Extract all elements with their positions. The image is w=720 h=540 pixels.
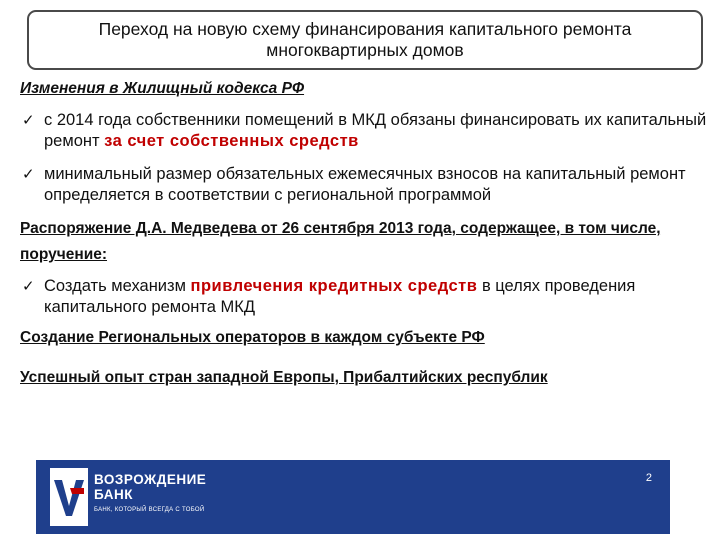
checkmark-icon: ✓: [22, 278, 35, 295]
brand-tagline: БАНК, КОТОРЫЙ ВСЕГДА С ТОБОЙ: [94, 507, 205, 513]
bullet-highlight: привлечения кредитных средств: [190, 277, 478, 295]
section-heading-housing-code: Изменения в Жилищный кодекса РФ: [20, 80, 305, 97]
brand-name-line-1: ВОЗРОЖДЕНИЕ: [94, 472, 207, 487]
slide-title-line-1: Переход на новую схему финансирования капитального ремонта: [98, 19, 632, 39]
bullet-text: Создать механизм: [44, 277, 191, 295]
footer-bank-banner: [36, 460, 670, 534]
bullet-credit-mechanism: [20, 276, 710, 318]
bullet-text: с 2014 года собственники помещений в МКД обязаны финансировать их капитальный ремонт: [44, 111, 707, 150]
section-heading-regional-operators: Создание Региональных операторов в каждом субъекте РФ: [20, 329, 485, 346]
bullet-own-funds: [20, 110, 710, 152]
bank-logo-icon: [50, 468, 88, 526]
slide-content: [20, 78, 710, 389]
bullet-highlight: за счет собственных средств: [104, 132, 359, 150]
page-number: 2: [645, 472, 652, 484]
section-heading-medvedev-order: Распоряжение Д.А. Медведева от 26 сентября 2013 года, содержащее, в том числе, поручение:: [20, 220, 661, 263]
checkmark-icon: ✓: [22, 112, 35, 129]
section-heading-european-experience: Успешный опыт стран западной Европы, Прибалтийских республик: [20, 369, 548, 386]
checkmark-icon: ✓: [22, 166, 35, 183]
bullet-minimum-contribution: [20, 164, 710, 206]
slide-title: [27, 10, 703, 70]
slide-title-line-2: многоквартирных домов: [266, 40, 464, 60]
bullet-text: минимальный размер обязательных ежемесячных взносов на капитальный ремонт определяется в соответствии с региональной программой: [44, 165, 686, 204]
brand-name-line-2: БАНК: [94, 487, 133, 502]
bullet-text: в целях проведения капитального ремонта МКД: [44, 277, 636, 316]
